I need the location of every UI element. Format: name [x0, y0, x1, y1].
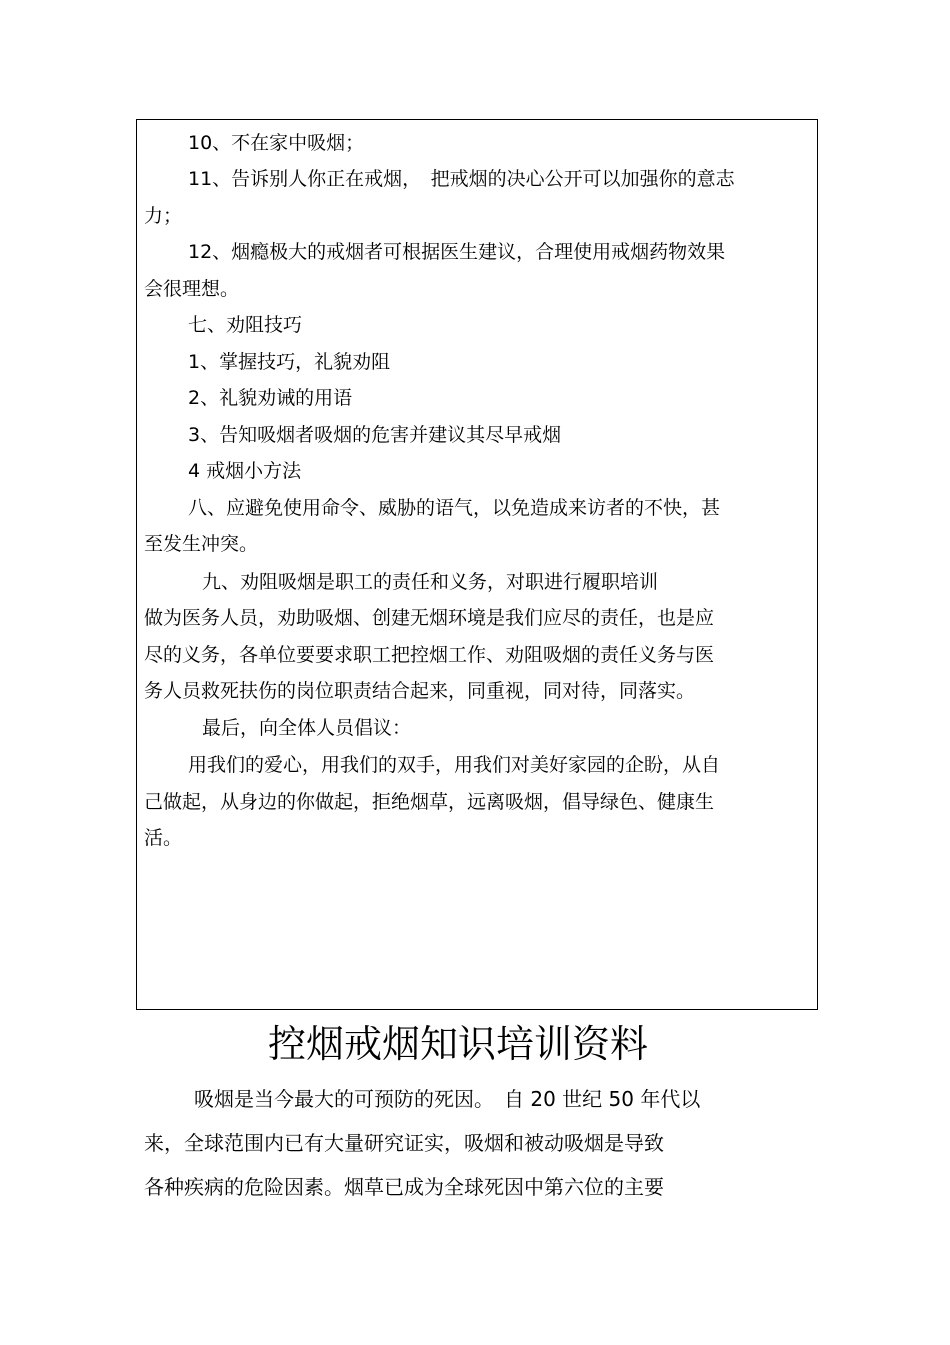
- box-line-3: 力；: [144, 205, 183, 227]
- document-title: 控烟戒烟知识培训资料: [268, 1022, 649, 1066]
- box-line-1: 10、不在家中吸烟；: [188, 132, 365, 154]
- box-line-10: 4 戒烟小方法: [188, 460, 302, 482]
- box-line-16: 务人员救死扶伤的岗位职责结合起来，同重视，同对待，同落实。: [144, 680, 696, 702]
- box-line-6: 七、劝阻技巧: [188, 314, 303, 336]
- box-line-7: 1、掌握技巧，礼貌劝阻: [188, 351, 391, 373]
- box-line-13: 九、劝阻吸烟是职工的责任和义务，对职进行履职培训: [202, 571, 659, 593]
- box-line-2: 11、告诉别人你正在戒烟， 把戒烟的决心公开可以加强你的意志: [188, 168, 735, 190]
- box-line-4: 12、烟瘾极大的戒烟者可根据医生建议，合理使用戒烟药物效果: [188, 241, 726, 263]
- body-line-3: 各种疾病的危险因素。烟草已成为全球死因中第六位的主要: [144, 1175, 664, 1199]
- body-line-1: 吸烟是当今最大的可预防的死因。 自 20 世纪 50 年代以: [194, 1087, 701, 1111]
- body-line-2: 来，全球范围内已有大量研究证实，吸烟和被动吸烟是导致: [144, 1131, 664, 1155]
- box-line-11: 八、应避免使用命令、威胁的语气，以免造成来访者的不快，甚: [188, 497, 721, 519]
- box-line-19: 己做起，从身边的你做起，拒绝烟草，远离吸烟，倡导绿色、健康生: [144, 791, 715, 813]
- box-line-14: 做为医务人员，劝助吸烟、创建无烟环境是我们应尽的责任，也是应: [144, 607, 715, 629]
- box-line-8: 2、礼貌劝诫的用语: [188, 387, 353, 409]
- box-line-15: 尽的义务，各单位要要求职工把控烟工作、劝阻吸烟的责任义务与医: [144, 644, 715, 666]
- box-line-12: 至发生冲突。: [144, 533, 259, 555]
- box-line-5: 会很理想。: [144, 278, 240, 300]
- box-line-20: 活。: [144, 827, 183, 849]
- box-line-17: 最后，向全体人员倡议：: [202, 717, 412, 739]
- box-line-9: 3、告知吸烟者吸烟的危害并建议其尽早戒烟: [188, 424, 562, 446]
- box-line-18: 用我们的爱心，用我们的双手，用我们对美好家园的企盼，从自: [188, 754, 721, 776]
